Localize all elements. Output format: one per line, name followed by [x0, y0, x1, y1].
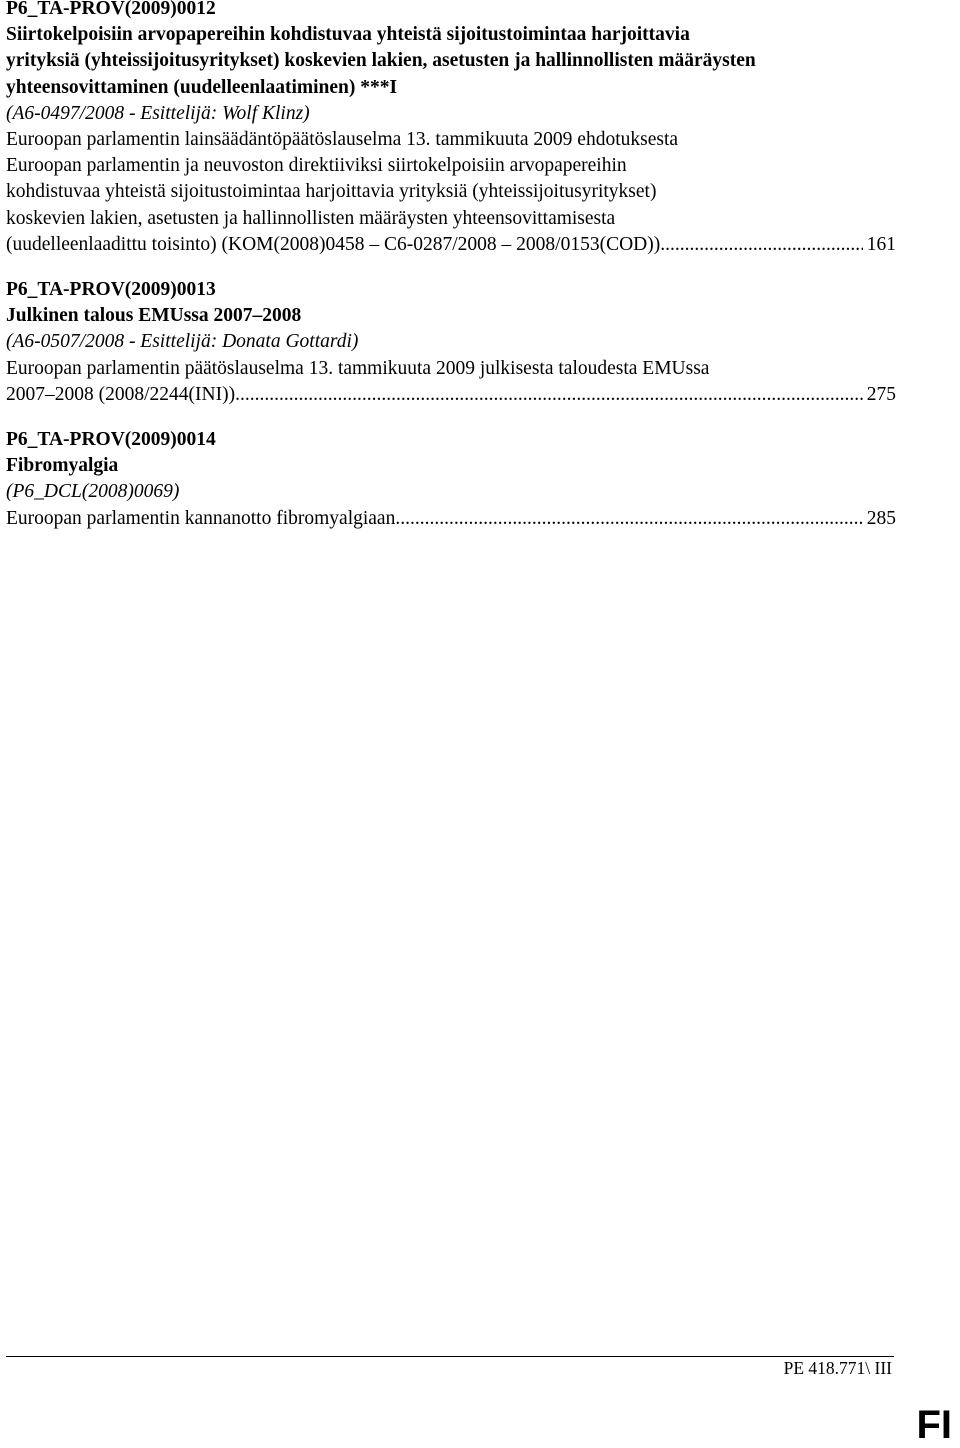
- entry-last-line: Euroopan parlamentin kannanotto fibromyalgiaan: [6, 507, 396, 529]
- toc-entry: [6, 0, 896, 258]
- toc-link-line[interactable]: [6, 382, 896, 408]
- toc-entry: [6, 277, 896, 408]
- entry-description-line: Euroopan parlamentin päätöslauselma 13. tammikuuta 2009 julkisesta taloudesta EMUssa: [6, 357, 710, 379]
- dot-leader: [395, 506, 862, 532]
- entry-last-line: 2007–2008 (2008/2244(INI)): [6, 383, 236, 405]
- entry-code: P6_TA-PROV(2009)0012: [6, 0, 216, 19]
- dot-leader: [660, 232, 863, 258]
- entry-code: P6_TA-PROV(2009)0013: [6, 279, 216, 301]
- toc-link-line[interactable]: [6, 506, 896, 532]
- entry-title-line: Julkinen talous EMUssa 2007–2008: [6, 305, 302, 327]
- toc-link-line[interactable]: [6, 232, 896, 258]
- page-number: 285: [866, 507, 896, 529]
- entry-description-line: koskevien lakien, asetusten ja hallinnollisten määräysten yhteensovittamisesta: [6, 207, 616, 229]
- table-of-contents: [6, 0, 896, 551]
- entry-reference: (A6-0497/2008 - Esittelijä: Wolf Klinz): [6, 102, 310, 124]
- entry-description-line: kohdistuvaa yhteistä sijoitustoimintaa harjoittavia yrityksiä (yhteissijoitusyritykset): [6, 181, 657, 203]
- language-code: FI: [916, 1403, 952, 1447]
- dot-leader: [235, 382, 863, 408]
- document-reference: PE 418.771\ III: [783, 1358, 892, 1378]
- entry-description-line: Euroopan parlamentin ja neuvoston direktiiviksi siirtokelpoisiin arvopapereihin: [6, 155, 627, 177]
- entry-reference: (P6_DCL(2008)0069): [6, 481, 180, 503]
- entry-description-line: Euroopan parlamentin lainsäädäntöpäätöslauselma 13. tammikuuta 2009 ehdotuksesta: [6, 129, 679, 151]
- page-number: 275: [866, 383, 896, 405]
- entry-title-line: yrityksiä (yhteissijoitusyritykset) koskevien lakien, asetusten ja hallinnollisten määräysten: [6, 50, 756, 72]
- entry-code: P6_TA-PROV(2009)0014: [6, 429, 216, 451]
- entry-last-line: (uudelleenlaadittu toisinto) (KOM(2008)0458 – C6-0287/2008 – 2008/0153(COD)): [6, 233, 661, 255]
- entry-title-line: yhteensovittaminen (uudelleenlaatiminen) ***I: [6, 76, 398, 98]
- entry-title-line: Siirtokelpoisiin arvopapereihin kohdistuvaa yhteistä sijoitustoimintaa harjoittavia: [6, 24, 690, 46]
- entry-title-line: Fibromyalgia: [6, 455, 119, 477]
- toc-entry: [6, 427, 896, 532]
- entry-reference: (A6-0507/2008 - Esittelijä: Donata Gottardi): [6, 331, 359, 353]
- page-number: 161: [866, 233, 896, 255]
